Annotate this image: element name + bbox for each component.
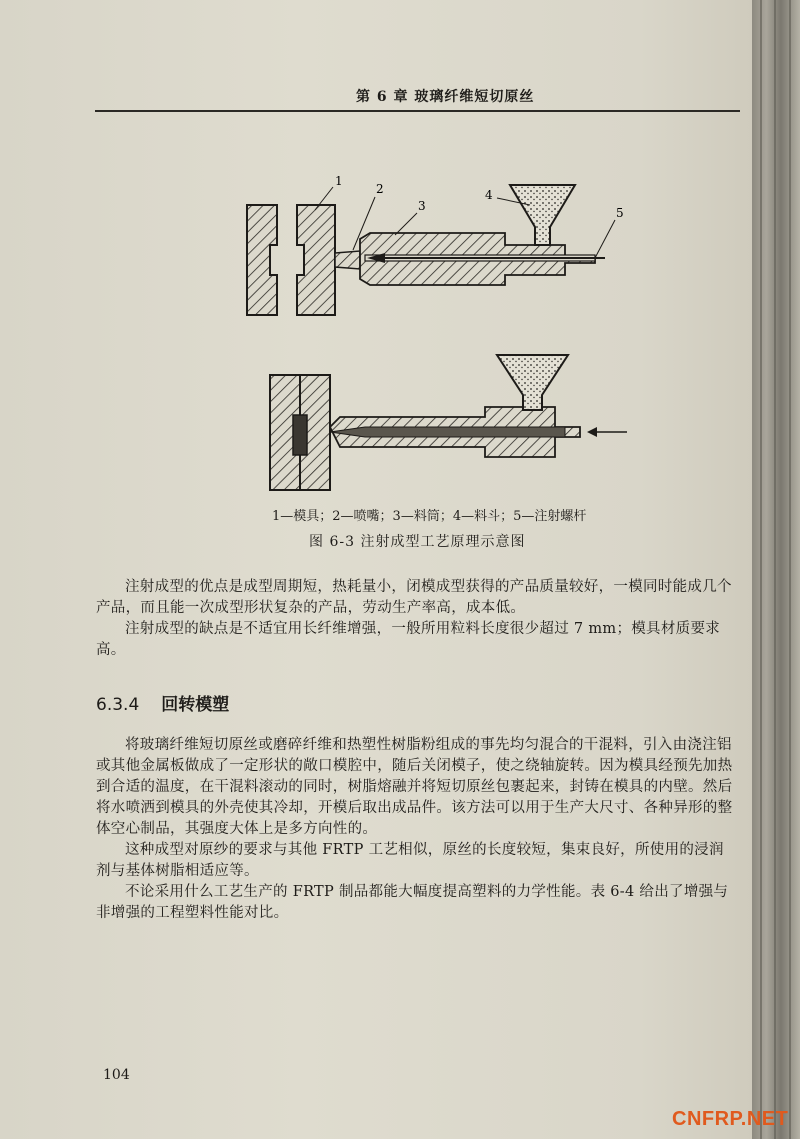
hopper-bottom bbox=[497, 355, 568, 410]
svg-text:4: 4 bbox=[485, 188, 493, 202]
hopper-top bbox=[510, 185, 575, 245]
watermark-logo: CNFRP.NET bbox=[672, 1108, 789, 1130]
page-edge-line bbox=[789, 0, 791, 1139]
injection-arrow bbox=[587, 427, 627, 437]
mold-closed bbox=[270, 375, 330, 490]
svg-text:3: 3 bbox=[418, 199, 426, 213]
page-edge-gutter bbox=[752, 0, 800, 1139]
header-rule bbox=[95, 110, 740, 112]
page-edge-line bbox=[774, 0, 776, 1139]
paragraph: 不论采用什么工艺生产的 FRTP 制品都能大幅度提高塑料的力学性能。表 6-4 给出了增强与非增强的工程塑料性能对比。 bbox=[96, 884, 729, 921]
injection-molding-diagram bbox=[235, 165, 635, 495]
figure-legend: 1—模具；2—喷嘴；3—料筒；4—料斗；5—注射螺杆 bbox=[272, 509, 587, 524]
page-edge-line bbox=[760, 0, 762, 1139]
nozzle-top bbox=[335, 251, 360, 269]
body-text-rotational-molding bbox=[96, 735, 736, 924]
paragraph: 注射成型的优点是成型周期短，热耗量小，闭模成型获得的产品质量较好，一模同时能成几个产品，而且能一次成型形状复杂的产品，劳动生产率高，成本低。 bbox=[96, 579, 732, 616]
mold-open-right-half bbox=[297, 205, 335, 315]
svg-text:5: 5 bbox=[616, 206, 624, 220]
paragraph: 这种成型对原纱的要求与其他 FRTP 工艺相似，原丝的长度较短，集束良好，所使用的浸润剂与基体树脂相适应等。 bbox=[96, 842, 724, 879]
svg-text:2: 2 bbox=[376, 182, 384, 196]
paragraph: 将玻璃纤维短切原丝或磨碎纤维和热塑性树脂粉组成的事先均匀混合的干混料，引入由浇注铝或其他金属板做成了一定形状的敞口模腔中，随后关闭模子，使之绕轴旋转。因为模具经预先加热到合适的温度，在干混料滚动的同时，树脂熔融并将短切原丝包裹起来，封铸在模具的内壁。然后将水喷洒到模具的外壳使其冷却，开模后取出成品件。该方法可以用于生产大尺寸、各种异形的整体空心制品，其强度大体上是多方向性的。 bbox=[96, 737, 733, 837]
part-label-3 bbox=[395, 199, 426, 235]
section-heading bbox=[96, 690, 229, 715]
running-head: 第 6 章 玻璃纤维短切原丝 bbox=[356, 89, 535, 105]
mold-open-left-half bbox=[247, 205, 277, 315]
body-text-advantages bbox=[96, 577, 736, 661]
paragraph: 注射成型的缺点是不适宜用长纤维增强，一般所用粒料长度很少超过 7 mm；模具材质要求高。 bbox=[96, 621, 721, 658]
part-label-5 bbox=[595, 206, 624, 258]
figure-caption: 图 6-3 注射成型工艺原理示意图 bbox=[309, 534, 526, 550]
section-title: 回转模塑 bbox=[161, 695, 230, 715]
barrel-bottom bbox=[330, 407, 580, 457]
section-number: 6.3.4 bbox=[96, 695, 140, 715]
svg-text:1: 1 bbox=[335, 174, 343, 188]
page-number: 104 bbox=[103, 1067, 130, 1083]
